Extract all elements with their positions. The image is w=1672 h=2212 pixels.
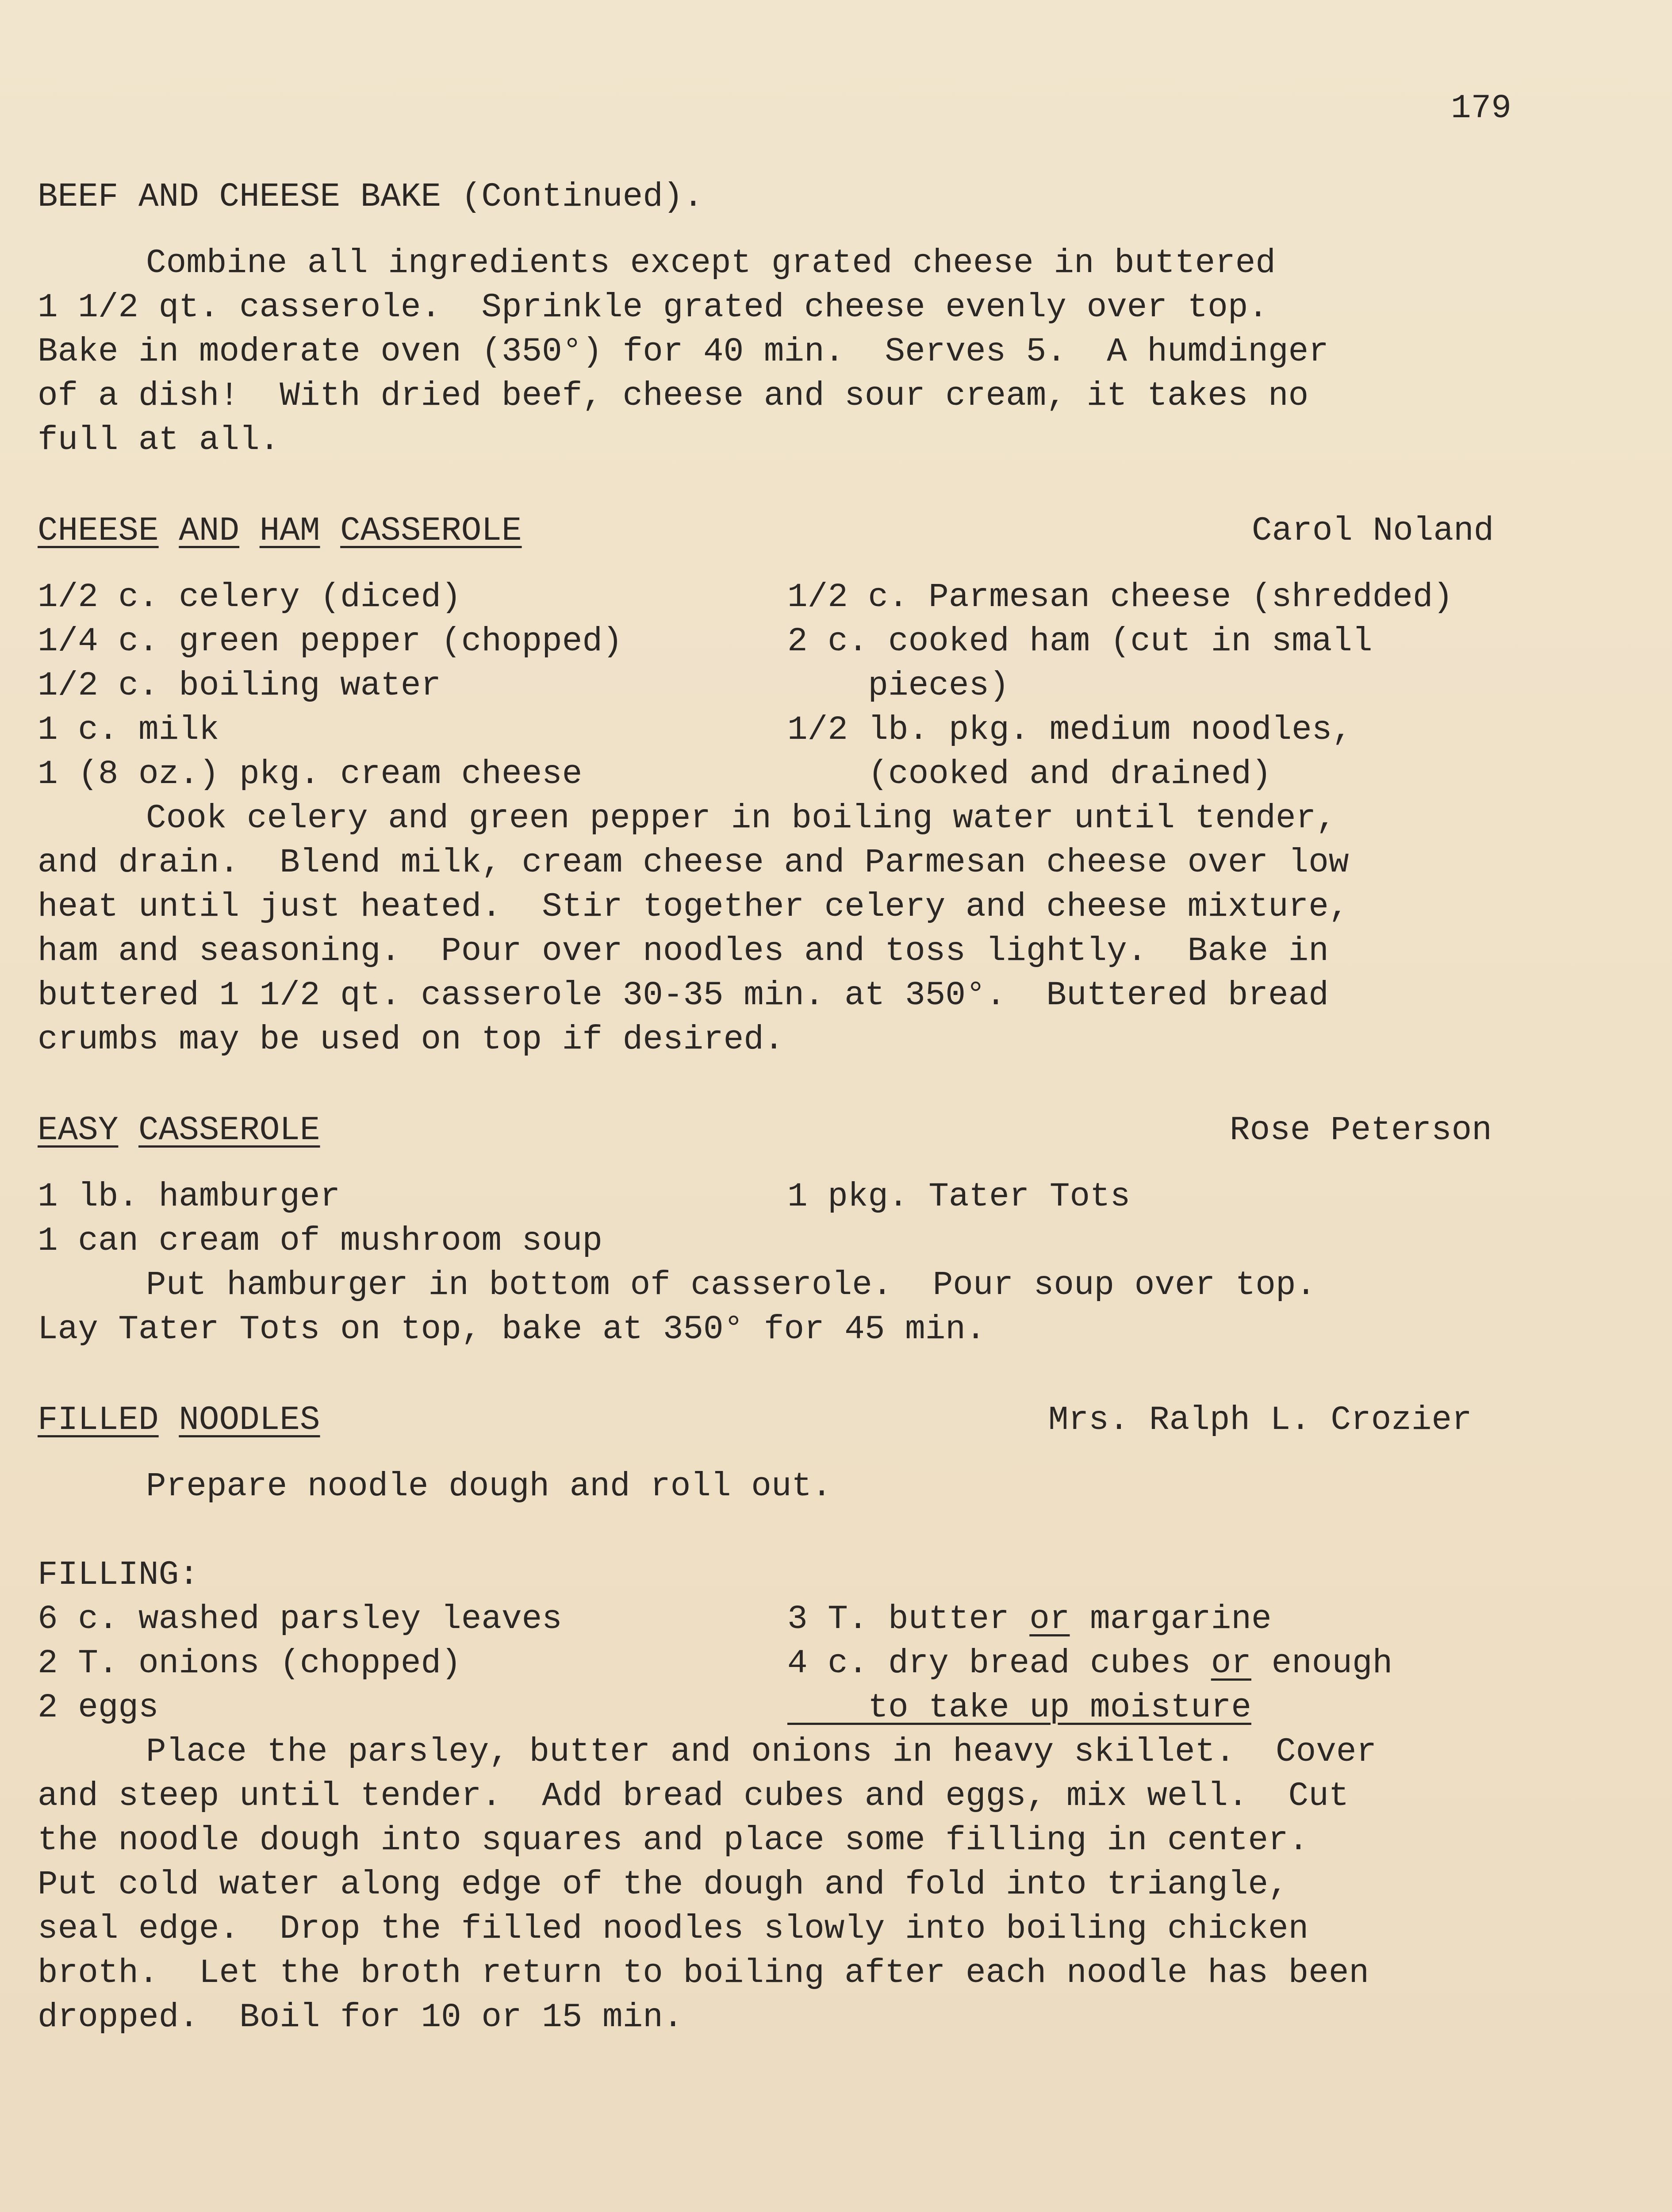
recipe-text-line: buttered 1 1/2 qt. casserole 30-35 min. at 350°. Buttered bread bbox=[38, 976, 1329, 1014]
ingredient-item: (cooked and drained) bbox=[787, 755, 1272, 793]
recipe-title-cheese-ham-casserole: CHEESE AND HAM CASSEROLE bbox=[38, 512, 522, 550]
recipe-text-line: Cook celery and green pepper in boiling water until tender, bbox=[146, 799, 1336, 837]
recipe-text-line: Put cold water along edge of the dough and fold into triangle, bbox=[38, 1866, 1289, 1904]
recipe-text-line: Put hamburger in bottom of casserole. Pour soup over top. bbox=[146, 1266, 1316, 1304]
recipe-author: Rose Peterson bbox=[1230, 1111, 1492, 1149]
ingredient-item: 1/4 c. green pepper (chopped) bbox=[38, 622, 623, 661]
ingredient-item: 1/2 c. celery (diced) bbox=[38, 578, 461, 616]
ingredient-item: 1/2 lb. pkg. medium noodles, bbox=[787, 711, 1353, 749]
recipe-text-line: crumbs may be used on top if desired. bbox=[38, 1021, 784, 1059]
filling-label: FILLING: bbox=[38, 1556, 199, 1594]
recipe-text-line: seal edge. Drop the filled noodles slowly into boiling chicken bbox=[38, 1910, 1309, 1948]
recipe-author: Carol Noland bbox=[1252, 512, 1494, 550]
ingredient-item: 4 c. dry bread cubes or enough bbox=[787, 1644, 1393, 1682]
recipe-text-line: heat until just heated. Stir together celery and cheese mixture, bbox=[38, 888, 1349, 926]
recipe-title-easy-casserole: EASY CASSEROLE bbox=[38, 1111, 320, 1149]
ingredient-item: 1 (8 oz.) pkg. cream cheese bbox=[38, 755, 583, 793]
ingredient-item: 1/2 c. Parmesan cheese (shredded) bbox=[787, 578, 1453, 616]
recipe-title-beef-cheese-bake: BEEF AND CHEESE BAKE (Continued). bbox=[38, 178, 704, 216]
recipe-author: Mrs. Ralph L. Crozier bbox=[1048, 1401, 1472, 1439]
recipe-text-line: Combine all ingredients except grated cheese in buttered bbox=[146, 244, 1276, 282]
recipe-text-line: Lay Tater Tots on top, bake at 350° for 45 min. bbox=[38, 1310, 986, 1348]
ingredient-item: 6 c. washed parsley leaves bbox=[38, 1600, 562, 1638]
recipe-text-line: broth. Let the broth return to boiling after each noodle has been bbox=[38, 1954, 1369, 1992]
recipe-text-line: Place the parsley, butter and onions in heavy skillet. Cover bbox=[146, 1733, 1377, 1771]
ingredient-item: 1 lb. hamburger bbox=[38, 1178, 341, 1216]
recipe-text-line: full at all. bbox=[38, 421, 280, 459]
ingredient-item: 1/2 c. boiling water bbox=[38, 667, 441, 705]
recipe-text-line: the noodle dough into squares and place some filling in center. bbox=[38, 1821, 1309, 1859]
ingredient-item: 2 eggs bbox=[38, 1689, 159, 1727]
recipe-title-filled-noodles: FILLED NOODLES bbox=[38, 1401, 320, 1439]
ingredient-item: 2 c. cooked ham (cut in small bbox=[787, 622, 1373, 661]
recipe-text-line: 1 1/2 qt. casserole. Sprinkle grated cheese evenly over top. bbox=[38, 288, 1269, 326]
ingredient-item: 1 pkg. Tater Tots bbox=[787, 1178, 1131, 1216]
recipe-text-line: dropped. Boil for 10 or 15 min. bbox=[38, 1998, 683, 2036]
recipe-text-line: Prepare noodle dough and roll out. bbox=[146, 1467, 832, 1505]
ingredient-item: 1 can cream of mushroom soup bbox=[38, 1222, 603, 1260]
recipe-text-line: and steep until tender. Add bread cubes and eggs, mix well. Cut bbox=[38, 1777, 1349, 1815]
ingredient-item: to take up moisture bbox=[787, 1689, 1251, 1727]
recipe-text-line: of a dish! With dried beef, cheese and sour cream, it takes no bbox=[38, 377, 1309, 415]
ingredient-item: 1 c. milk bbox=[38, 711, 219, 749]
ingredient-item: 2 T. onions (chopped) bbox=[38, 1644, 461, 1682]
page-number: 179 bbox=[1451, 89, 1511, 127]
recipe-text-line: Bake in moderate oven (350°) for 40 min. Serves 5. A humdinger bbox=[38, 333, 1329, 371]
ingredient-item: 3 T. butter or margarine bbox=[787, 1600, 1272, 1638]
recipe-text-line: ham and seasoning. Pour over noodles and toss lightly. Bake in bbox=[38, 932, 1329, 970]
recipe-text-line: and drain. Blend milk, cream cheese and Parmesan cheese over low bbox=[38, 844, 1349, 882]
ingredient-item: pieces) bbox=[787, 667, 1009, 705]
